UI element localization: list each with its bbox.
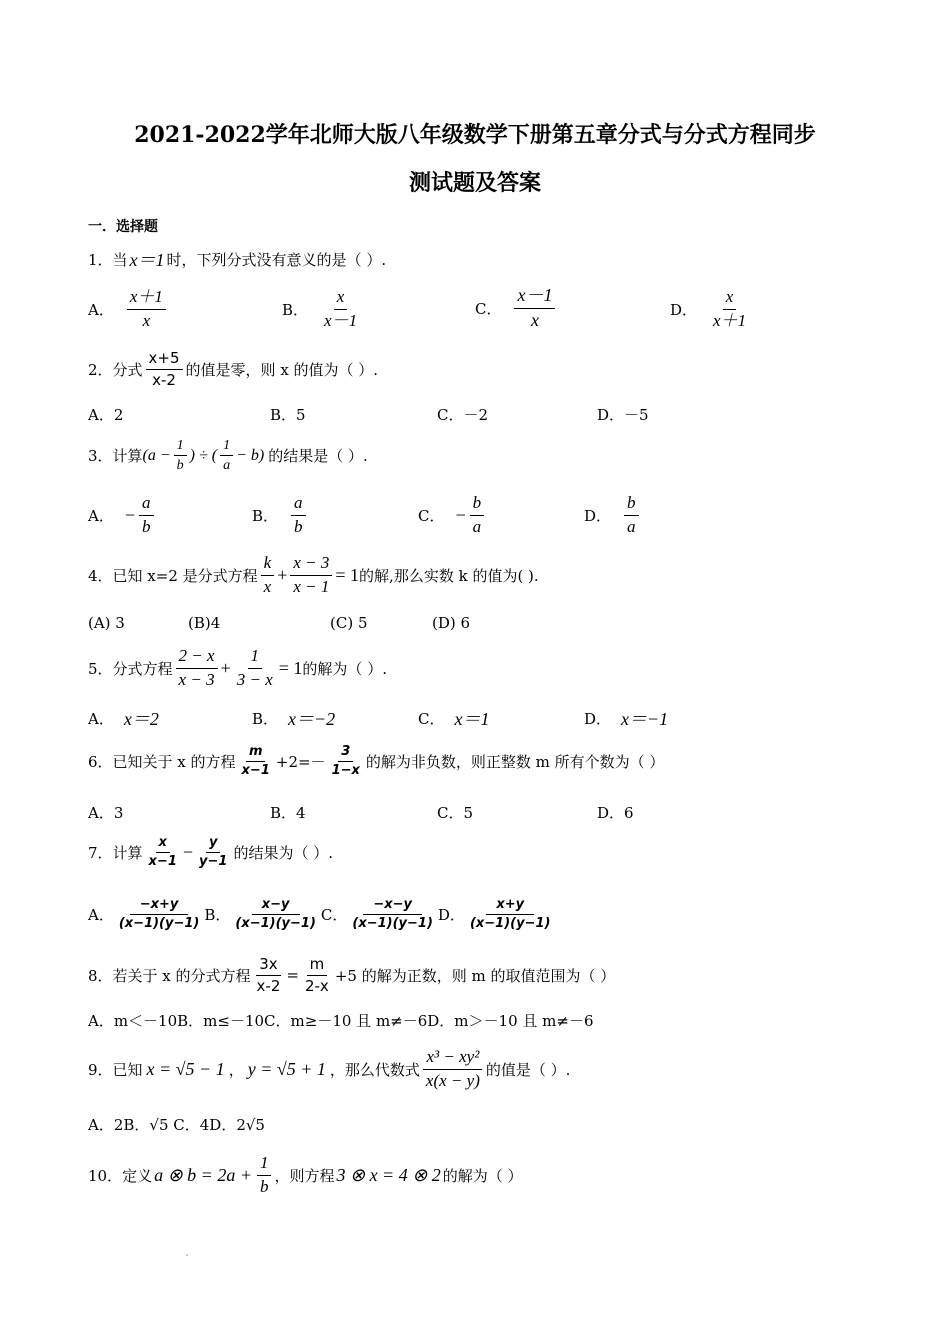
q8-frac-1 — [254, 956, 284, 994]
q1-option-c — [475, 286, 558, 331]
q6-pre: 6．已知关于 x 的方程 — [88, 753, 236, 772]
title-line-2: 测试题及答案 — [408, 170, 541, 196]
q1-c-frac — [514, 286, 555, 331]
q8-f1-num: 3x — [256, 956, 280, 976]
q6-option-b: B．4 — [270, 804, 306, 822]
q1-b-num: x — [334, 288, 348, 310]
q8-eq: = — [286, 966, 299, 984]
q7-frac-1 — [146, 836, 180, 870]
section-heading: 一．选择题 — [88, 219, 158, 235]
q6-option-d: D．6 — [597, 804, 634, 822]
q5-f2-den: 3 − x — [236, 669, 273, 689]
q7-c-frac — [349, 898, 436, 932]
q10-def: a ⊗ b = 2a + — [154, 1164, 252, 1185]
q3-option-d — [584, 494, 642, 536]
q3-d-label: D． — [584, 506, 612, 525]
q10-post: 的解为（ ） — [442, 1166, 523, 1185]
q5-f1-num: 2 − x — [176, 647, 218, 669]
q5-f2-num: 1 — [248, 647, 263, 669]
q3-c-label: C． — [418, 506, 445, 525]
q3-f1-num: 1 — [174, 438, 187, 456]
q7-b-frac — [232, 898, 319, 932]
q5-frac-1 — [176, 647, 218, 689]
q6-frac-2 — [329, 745, 363, 779]
q4-frac-1 — [261, 554, 275, 596]
q7-post: 的结果为（ ）. — [233, 844, 333, 863]
q7-options — [88, 898, 555, 932]
q1-a-den: x — [142, 310, 151, 330]
q1-a-num: x＋1 — [127, 288, 166, 310]
q7-f2-den: y−1 — [199, 854, 228, 870]
q3-a-frac — [139, 494, 154, 536]
q3-div: ) ÷ ( — [189, 446, 218, 464]
q4-f2-num: x − 3 — [290, 554, 332, 576]
q4-eq: = 1 — [335, 564, 360, 585]
q1-post: 时，下列分式没有意义的是（ ）. — [166, 250, 387, 269]
q8-options: A．m＜－10B．m≤－10C．m≥－10 且 m≠－6D．m＞－10 且 m≠－6 — [88, 1012, 594, 1030]
q9-mid: ，那么代数式 — [329, 1060, 420, 1079]
q3-c-sign: − — [454, 504, 467, 525]
q4-frac-2 — [290, 554, 332, 596]
q5-option-a — [88, 705, 159, 731]
q7-pre: 7．计算 — [88, 844, 143, 863]
q7-minus: − — [182, 842, 194, 863]
q3-a-den: b — [142, 516, 151, 536]
q4-option-a: (A) 3 — [88, 614, 125, 632]
q7-f2-num: y — [206, 836, 220, 853]
q7-d-num: x+y — [486, 898, 534, 915]
q4-option-d: (D) 6 — [432, 614, 471, 632]
q1-d-den: x＋1 — [713, 310, 747, 330]
q7-a-den: (x−1)(y−1) — [118, 916, 200, 932]
q7-b-num: x−y — [252, 898, 300, 915]
question-3 — [88, 438, 368, 474]
q1-option-a — [88, 288, 169, 330]
q9-options: A．2B．√5 C．4D．2√5 — [88, 1116, 265, 1134]
page-dot — [186, 1254, 188, 1256]
q2-option-b: B．5 — [270, 406, 306, 424]
q2-pre: 2．分式 — [88, 360, 143, 379]
question-7 — [88, 836, 333, 870]
question-10 — [88, 1154, 523, 1196]
q9-f-den: x(x − y) — [425, 1070, 480, 1090]
q6-f1-den: x−1 — [241, 763, 270, 779]
q10-pre: 10．定义 — [88, 1166, 153, 1185]
q5-d-value: x＝−1 — [621, 709, 669, 729]
q7-b-den: (x−1)(y−1) — [235, 916, 316, 932]
q2-num: x+5 — [146, 350, 183, 370]
q8-post: +5 的解为正数，则 m 的取值范围为（ ） — [334, 966, 616, 985]
q7-d-den: (x−1)(y−1) — [469, 916, 551, 932]
q10-mid: ，则方程 — [274, 1166, 335, 1185]
q5-a-value: x＝2 — [123, 709, 159, 729]
q6-option-c: C．5 — [437, 804, 474, 822]
q10-f-den: b — [259, 1176, 269, 1196]
q5-plus: + — [220, 657, 231, 678]
q10-f-num: 1 — [257, 1154, 272, 1176]
q7-c-den: (x−1)(y−1) — [352, 916, 433, 932]
q5-a-label: A． — [88, 709, 114, 728]
q1-d-label: D． — [670, 300, 698, 319]
q8-pre: 8．若关于 x 的分式方程 — [88, 966, 251, 985]
q2-frac — [146, 350, 183, 388]
q3-frac-2 — [220, 438, 233, 474]
q3-a-label: A． — [88, 506, 114, 525]
q10-frac — [257, 1154, 272, 1196]
q1-c-label: C． — [475, 299, 502, 318]
q6-f2-den: 1−x — [331, 763, 360, 779]
q6-post: 的解为非负数，则正整数 m 所有个数为（ ） — [365, 753, 665, 772]
q9-pre: 9．已知 — [88, 1060, 143, 1079]
q3-c-frac — [470, 494, 485, 536]
q1-math: x＝1 — [129, 250, 165, 270]
q3-b-frac — [291, 494, 306, 536]
q3-c-den: a — [472, 516, 482, 536]
q3-d-num: b — [624, 494, 639, 516]
q4-f1-num: k — [261, 554, 275, 576]
q4-option-c: (C) 5 — [330, 614, 368, 632]
q9-comma: ， — [228, 1060, 244, 1079]
question-5 — [88, 647, 387, 689]
q3-option-c — [418, 494, 487, 536]
q3-f2-den: a — [223, 458, 231, 474]
q5-option-c — [418, 705, 489, 731]
q5-c-label: C． — [418, 709, 445, 728]
q1-d-frac — [710, 288, 749, 330]
q3-a-sign: − — [123, 504, 136, 525]
q1-c-num: x－1 — [514, 286, 555, 309]
q6-f2-num: 3 — [338, 745, 353, 762]
q3-pre: 3．计算 — [88, 447, 143, 466]
q2-den: x-2 — [152, 370, 176, 389]
q8-f2-num: m — [307, 956, 328, 976]
q3-b-num: a — [291, 494, 306, 516]
q1-b-label: B． — [282, 300, 309, 319]
q9-y-def: y = √5 + 1 — [247, 1058, 326, 1079]
q3-d-den: a — [627, 516, 636, 536]
q1-a-frac — [127, 288, 166, 330]
q5-option-b — [252, 705, 335, 731]
q2-option-c: C．－2 — [437, 406, 489, 424]
q3-expr: (a − — [142, 446, 171, 464]
q3-c-num: b — [470, 494, 485, 516]
q1-b-frac — [321, 288, 360, 330]
q2-option-a: A．2 — [88, 406, 124, 424]
question-2 — [88, 350, 378, 388]
q3-end: − b) — [236, 446, 265, 464]
q2-option-d: D．－5 — [597, 406, 649, 424]
q3-a-num: a — [139, 494, 154, 516]
q7-f1-num: x — [156, 836, 170, 853]
q5-c-value: x＝1 — [454, 709, 490, 729]
q6-option-a: A．3 — [88, 804, 124, 822]
q3-frac-1 — [174, 438, 187, 474]
q4-pre: 4．已知 x=2 是分式方程 — [88, 566, 258, 585]
question-9 — [88, 1048, 570, 1090]
q3-b-den: b — [294, 516, 303, 536]
q3-d-frac — [624, 494, 639, 536]
q1-b-den: x－1 — [324, 310, 358, 330]
q5-f1-den: x − 3 — [178, 669, 215, 689]
q5-frac-2 — [234, 647, 276, 689]
q2-post: 的值是零，则 x 的值为（ ）. — [185, 360, 379, 379]
q5-d-label: D． — [584, 709, 612, 728]
q7-frac-2 — [196, 836, 230, 870]
q6-mid: +2=－ — [275, 753, 326, 772]
q3-f1-den: b — [176, 458, 184, 474]
q7-c-label: C． — [320, 906, 348, 925]
q3-f2-num: 1 — [220, 438, 233, 456]
q1-d-num: x — [723, 288, 737, 310]
q10-eq: 3 ⊗ x = 4 ⊗ 2 — [336, 1164, 441, 1185]
q8-f1-den: x-2 — [256, 976, 281, 995]
q7-b-label: B． — [204, 906, 231, 925]
q7-a-label: A． — [88, 906, 114, 925]
q4-f1-den: x — [263, 576, 272, 596]
q4-option-b: (B)4 — [188, 614, 221, 632]
question-6 — [88, 745, 664, 779]
q6-frac-1 — [239, 745, 273, 779]
q8-f2-den: 2-x — [304, 976, 329, 995]
q7-a-frac — [116, 898, 203, 932]
q1-a-label: A． — [88, 300, 114, 319]
q5-pre: 5．分式方程 — [88, 659, 173, 678]
q3-option-b — [252, 494, 309, 536]
q3-b-label: B． — [252, 506, 279, 525]
q9-f-num: x³ − xy² — [423, 1048, 482, 1070]
q7-f1-den: x−1 — [148, 854, 177, 870]
q1-option-b — [282, 288, 363, 330]
q1-pre: 1．当 — [88, 250, 128, 269]
q4-plus: + — [277, 564, 288, 585]
q3-post: 的结果是（ ）. — [268, 447, 368, 466]
q3-option-a — [88, 494, 157, 536]
q9-post: 的值是（ ）. — [485, 1060, 571, 1079]
title-line-1: 2021-2022学年北师大版八年级数学下册第五章分式与分式方程同步 — [134, 122, 816, 148]
q4-post: 的解,那么实数 k 的值为( ). — [359, 566, 539, 585]
q9-x-def: x = √5 − 1 — [146, 1058, 225, 1079]
q7-a-num: −x+y — [130, 898, 189, 915]
q5-eq: = 1 — [278, 657, 303, 678]
q7-d-frac — [467, 898, 554, 932]
q9-frac — [423, 1048, 483, 1090]
q5-option-d — [584, 705, 668, 731]
q4-f2-den: x − 1 — [293, 576, 330, 596]
q1-option-d — [670, 288, 752, 330]
q8-frac-2 — [302, 956, 332, 994]
question-8 — [88, 956, 615, 994]
q5-post: 的解为（ ）. — [302, 659, 387, 678]
q6-f1-num: m — [246, 745, 266, 762]
q1-c-den: x — [530, 309, 539, 330]
q5-b-label: B． — [252, 709, 279, 728]
question-4 — [88, 554, 539, 596]
q7-c-num: −x−y — [363, 898, 422, 915]
question-1 — [88, 246, 386, 272]
q7-d-label: D． — [437, 906, 465, 925]
q5-b-value: x＝−2 — [288, 709, 336, 729]
